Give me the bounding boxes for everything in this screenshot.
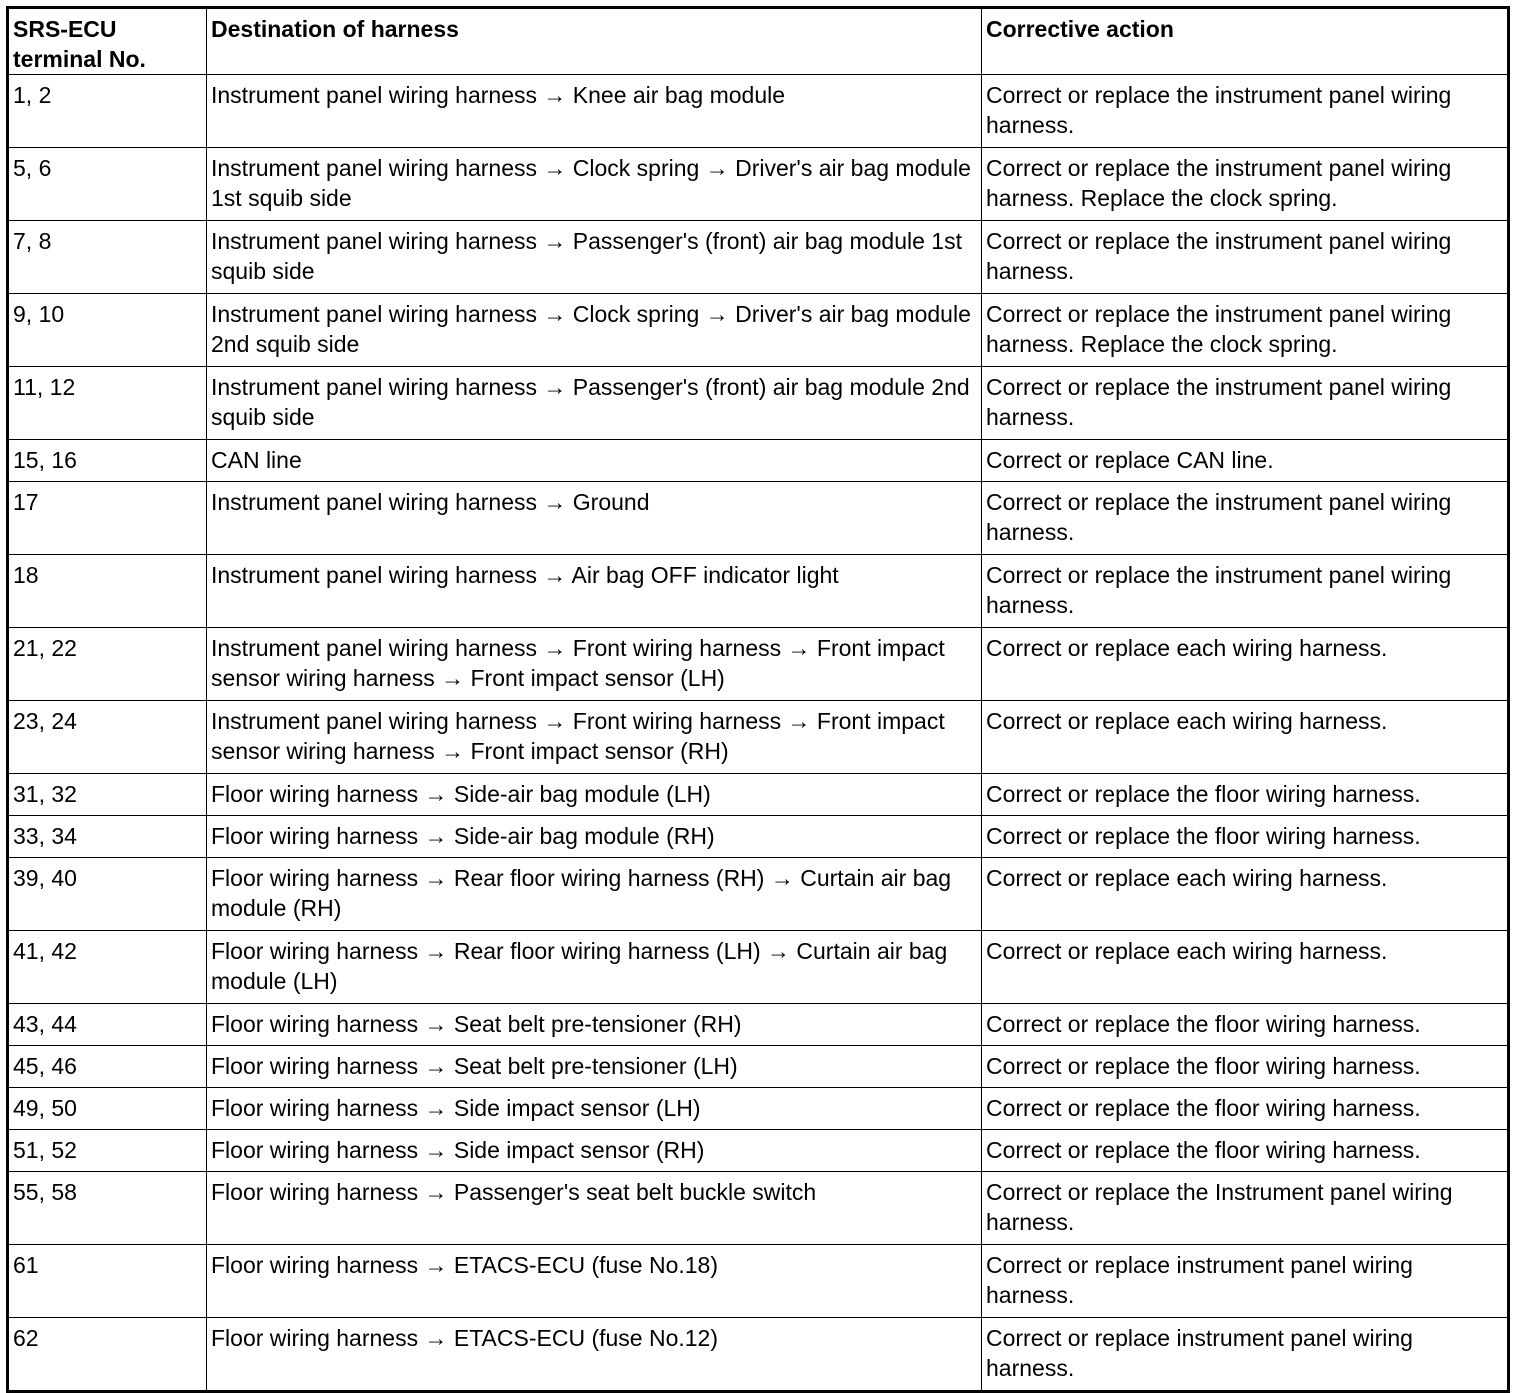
destination-cell: Floor wiring harness → Seat belt pre-tensioner (LH) xyxy=(207,1046,982,1088)
destination-cell: Instrument panel wiring harness → Front wiring harness → Front impact sensor wiring harness → Front impact sensor (LH) xyxy=(207,628,982,701)
table-row xyxy=(8,1245,1509,1318)
destination-cell: Floor wiring harness → Side impact sensor (LH) xyxy=(207,1088,982,1130)
terminal-cell: 39, 40 xyxy=(8,858,207,931)
action-cell: Correct or replace the floor wiring harness. xyxy=(982,1130,1509,1172)
destination-cell: Instrument panel wiring harness → Front wiring harness → Front impact sensor wiring harness → Front impact sensor (RH) xyxy=(207,701,982,774)
action-cell: Correct or replace the floor wiring harness. xyxy=(982,1088,1509,1130)
destination-cell: Floor wiring harness → ETACS-ECU (fuse No.12) xyxy=(207,1318,982,1392)
srs-ecu-terminal-table xyxy=(6,6,1510,1393)
table-row xyxy=(8,221,1509,294)
destination-cell: Instrument panel wiring harness → Clock spring → Driver's air bag module 2nd squib side xyxy=(207,294,982,367)
table-row xyxy=(8,701,1509,774)
action-cell: Correct or replace each wiring harness. xyxy=(982,931,1509,1004)
terminal-cell: 31, 32 xyxy=(8,774,207,816)
terminal-cell: 49, 50 xyxy=(8,1088,207,1130)
action-cell: Correct or replace the instrument panel wiring harness. Replace the clock spring. xyxy=(982,148,1509,221)
terminal-cell: 1, 2 xyxy=(8,75,207,148)
action-cell: Correct or replace instrument panel wiring harness. xyxy=(982,1245,1509,1318)
destination-cell: Floor wiring harness → Passenger's seat belt buckle switch xyxy=(207,1172,982,1245)
destination-cell: Instrument panel wiring harness → Clock spring → Driver's air bag module 1st squib side xyxy=(207,148,982,221)
destination-cell: Floor wiring harness → Side impact sensor (RH) xyxy=(207,1130,982,1172)
action-cell: Correct or replace the instrument panel wiring harness. xyxy=(982,75,1509,148)
destination-cell: Instrument panel wiring harness → Passenger's (front) air bag module 1st squib side xyxy=(207,221,982,294)
terminal-cell: 15, 16 xyxy=(8,440,207,482)
table-row xyxy=(8,367,1509,440)
terminal-cell: 23, 24 xyxy=(8,701,207,774)
table-row xyxy=(8,294,1509,367)
header-terminal: SRS-ECU terminal No. xyxy=(8,8,207,75)
header-destination: Destination of harness xyxy=(207,8,982,75)
action-cell: Correct or replace the instrument panel wiring harness. Replace the clock spring. xyxy=(982,294,1509,367)
destination-cell: Floor wiring harness → Rear floor wiring harness (RH) → Curtain air bag module (RH) xyxy=(207,858,982,931)
table-row xyxy=(8,1130,1509,1172)
table-row xyxy=(8,816,1509,858)
terminal-cell: 61 xyxy=(8,1245,207,1318)
table-row xyxy=(8,440,1509,482)
terminal-cell: 51, 52 xyxy=(8,1130,207,1172)
destination-cell: Instrument panel wiring harness → Ground xyxy=(207,482,982,555)
terminal-cell: 55, 58 xyxy=(8,1172,207,1245)
action-cell: Correct or replace the floor wiring harness. xyxy=(982,1004,1509,1046)
table-row xyxy=(8,1004,1509,1046)
action-cell: Correct or replace the Instrument panel wiring harness. xyxy=(982,1172,1509,1245)
table-row xyxy=(8,1088,1509,1130)
action-cell: Correct or replace the instrument panel wiring harness. xyxy=(982,367,1509,440)
action-cell: Correct or replace each wiring harness. xyxy=(982,628,1509,701)
action-cell: Correct or replace each wiring harness. xyxy=(982,858,1509,931)
terminal-cell: 45, 46 xyxy=(8,1046,207,1088)
action-cell: Correct or replace CAN line. xyxy=(982,440,1509,482)
action-cell: Correct or replace the floor wiring harness. xyxy=(982,1046,1509,1088)
terminal-cell: 17 xyxy=(8,482,207,555)
action-cell: Correct or replace instrument panel wiring harness. xyxy=(982,1318,1509,1392)
destination-cell: Instrument panel wiring harness → Passenger's (front) air bag module 2nd squib side xyxy=(207,367,982,440)
terminal-cell: 9, 10 xyxy=(8,294,207,367)
terminal-cell: 62 xyxy=(8,1318,207,1392)
action-cell: Correct or replace the floor wiring harness. xyxy=(982,774,1509,816)
table-row xyxy=(8,555,1509,628)
action-cell: Correct or replace the instrument panel wiring harness. xyxy=(982,221,1509,294)
table-row xyxy=(8,628,1509,701)
destination-cell: Floor wiring harness → Side-air bag module (LH) xyxy=(207,774,982,816)
action-cell: Correct or replace the floor wiring harness. xyxy=(982,816,1509,858)
destination-cell: CAN line xyxy=(207,440,982,482)
table-row xyxy=(8,148,1509,221)
destination-cell: Instrument panel wiring harness → Knee air bag module xyxy=(207,75,982,148)
table-row xyxy=(8,75,1509,148)
terminal-cell: 33, 34 xyxy=(8,816,207,858)
table-row xyxy=(8,858,1509,931)
terminal-cell: 41, 42 xyxy=(8,931,207,1004)
action-cell: Correct or replace the instrument panel wiring harness. xyxy=(982,555,1509,628)
action-cell: Correct or replace the instrument panel wiring harness. xyxy=(982,482,1509,555)
destination-cell: Instrument panel wiring harness → Air bag OFF indicator light xyxy=(207,555,982,628)
destination-cell: Floor wiring harness → ETACS-ECU (fuse No.18) xyxy=(207,1245,982,1318)
terminal-cell: 21, 22 xyxy=(8,628,207,701)
table-row xyxy=(8,931,1509,1004)
terminal-cell: 43, 44 xyxy=(8,1004,207,1046)
destination-cell: Floor wiring harness → Seat belt pre-tensioner (RH) xyxy=(207,1004,982,1046)
table-row xyxy=(8,482,1509,555)
action-cell: Correct or replace each wiring harness. xyxy=(982,701,1509,774)
terminal-cell: 18 xyxy=(8,555,207,628)
destination-cell: Floor wiring harness → Side-air bag module (RH) xyxy=(207,816,982,858)
terminal-cell: 5, 6 xyxy=(8,148,207,221)
table-row xyxy=(8,1046,1509,1088)
table-header-row xyxy=(8,8,1509,75)
table-row xyxy=(8,1318,1509,1392)
table-row xyxy=(8,1172,1509,1245)
header-corrective-action: Corrective action xyxy=(982,8,1509,75)
table-row xyxy=(8,774,1509,816)
destination-cell: Floor wiring harness → Rear floor wiring harness (LH) → Curtain air bag module (LH) xyxy=(207,931,982,1004)
terminal-cell: 7, 8 xyxy=(8,221,207,294)
terminal-cell: 11, 12 xyxy=(8,367,207,440)
